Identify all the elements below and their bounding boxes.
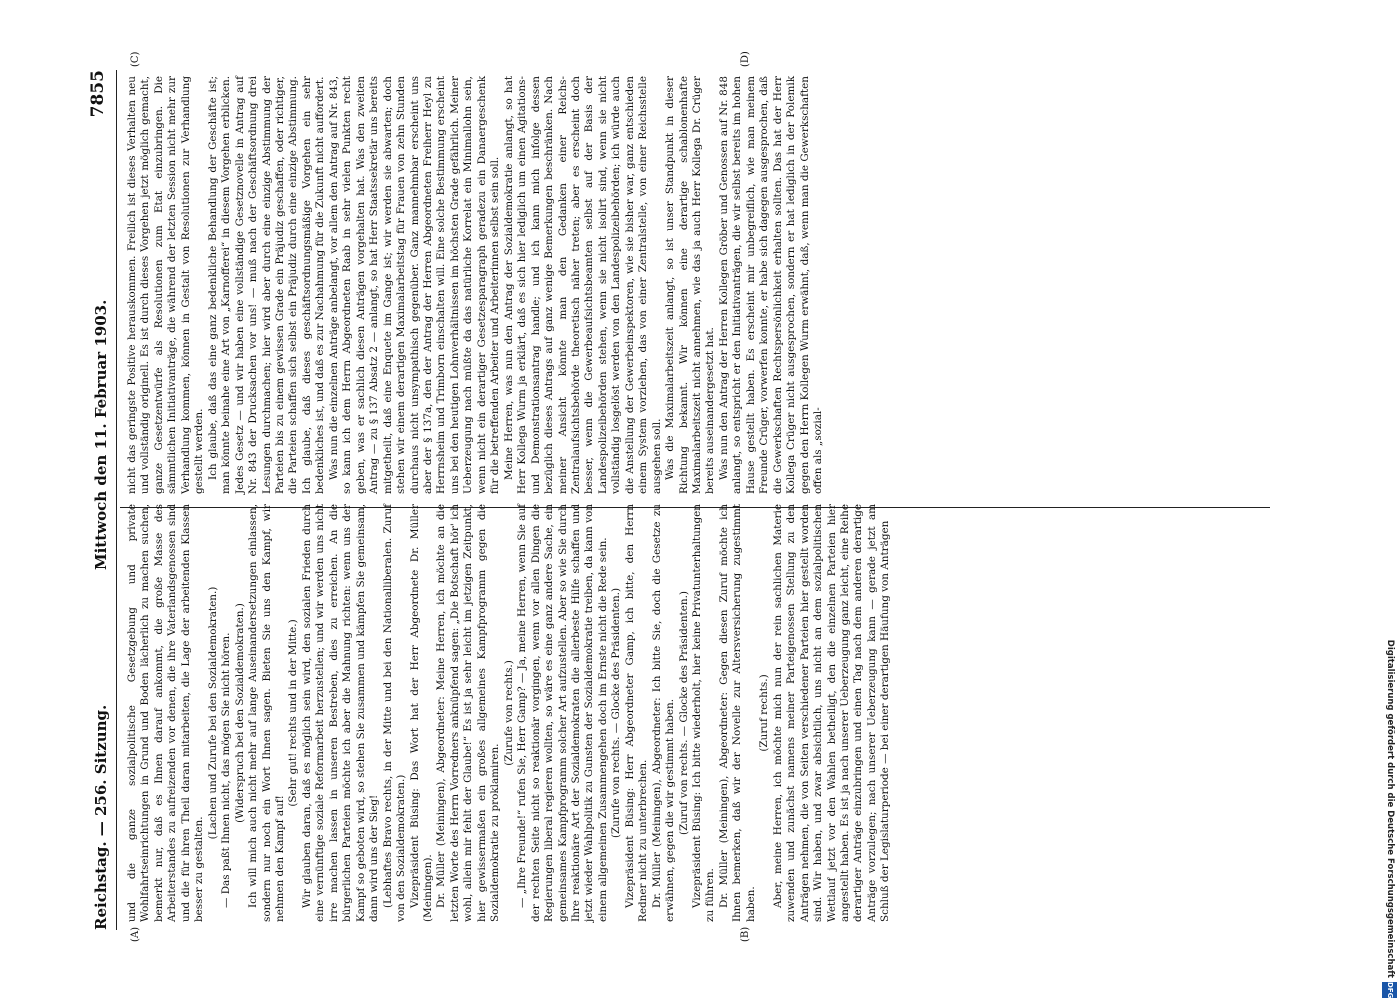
paragraph: — „Ihre Freunde!“ rufen Sie, Herr Gamp? — Ja, meine Herren, wenn Sie auf der rechten Seite nicht so reaktionär vorgingen, wenn vor allen Dingen die Regierungen liberal regieren wollten, so wäre es eine ganz andere Sache, ein gemeinsames Kampfprogramm solcher Art aufzustellen. Aber so wie Sie durch Ihre reaktionäre Art der Sozialdemokraten die allerbeste Hilfe schaffen und jetzt wieder Wahlpolitik zu Gunsten der Sozialdemokratie treiben, da kann von einem allgemeinen Zusammengehen doch im Ernste nicht die Rede sein.	[516, 504, 609, 922]
paragraph: — Das paßt Ihnen nicht, das mögen Sie nicht hören.	[220, 632, 233, 908]
digitization-watermark	[1380, 0, 1397, 1000]
interjection: (Lebhaftes Bravo rechts, in der Mitte und bei den Nationalliberalen. Zuruf von den Sozialdemokraten.)	[381, 504, 408, 922]
paragraph: Was nun die einzelnen Anträge anbelangt, vor allem den Antrag auf Nr. 843, so kann ich dem Herrn Abgeordneten Raab in sehr vielen Punkten recht geben, was er sachlich diesen Anträgen vorgehalten hat. Was den zweiten Antrag — zu § 137 Absatz 2 — anlangt, so hat Herr Staatssekretär uns bereits mitgetheilt, daß eine Enquete im Gange ist; wir werden sie abwarten; doch stehen wir einem derartigen Maximalarbeitstag für Frauen von zehn Stunden durchaus nicht unsympathisch gegenüber. Ganz mannehmbar erscheint uns aber der § 137a, den der Antrag der Herren Abgeordneten Freiherr Heyl zu Herrnsheim und Trimborn einschalten will. Eine solche Bestimmung erscheint uns bei den heutigen Lohnverhältnissen im höchsten Grade gefährlich. Meiner Ueberzeugung nach müßte da das natürliche Korrelat ein Minimallohn sein, wenn nicht ein derartiger Gesetzesparagraph geradezu ein Danaergeschenk für die betreffenden Arbeiter und Arbeiterinnen selbst sein soll.	[327, 76, 502, 494]
speaker-turn: Vizepräsident Büsing: Herr Abgeordneter Gamp, ich bitte, den Herrn Redner nicht zu unterbrechen.	[623, 504, 650, 922]
margin-marker-d: (D)	[740, 51, 751, 67]
speaker-turn: Dr. Müller (Meiningen), Abgeordneter: Gegen diesen Zuruf möchte ich Ihnen bemerken, daß wir der Novelle zur Altersversicherung zugestimmt haben.	[717, 504, 757, 922]
interjection: (Sehr gut! rechts und in der Mitte.)	[287, 619, 300, 807]
paragraph: Wir glauben daran, daß es möglich sein wird, den sozialen Frieden durch eine vernünftige soziale Reformarbeit herzustellen; und wir werden uns nicht irre machen lassen in unseren Bestreben, dies zu erreichen. An die bürgerlichen Parteien möchte ich aber die Mahnung richten: wenn uns der Kampf so geboten wird, so stehen Sie zusammen und kämpfen Sie gemeinsam, dann wird uns der Sieg!	[300, 504, 381, 922]
paragraph: Meine Herren, was nun den Antrag der Sozialdemokratie anlangt, so hat Herr Kollega Wurm ja erklärt, daß es sich hier lediglich um einen Agitations- und Demonstrationsantrag handle; und ich kann mich infolge dessen bezüglich dieses Antrags auf ganz wenige Bemerkungen beschränken. Nach meiner Ansicht könnte man den Gedanken einer Reichs-Zentralaufsichtsbehörde theoretisch näher treten; aber es erscheint doch besser, wenn die Gewerbeaufsichtsbeamten selbst auf der Basis der Landespolizeibehörden stehen, wenn sie nicht isolirt sind, wenn sie nicht vollständig losgelöst werden von den Landespolizeibehörden; ich würde auch die Anstellung der Gewerbeinspektoren, wie sie bisher war, ganz entschieden einem System vorziehen, das von einer Zentralstelle, von einer Reichsstelle ausgehen soll.	[502, 76, 663, 494]
right-column	[126, 76, 826, 494]
header-session: Reichstag. — 256. Sitzung.	[92, 704, 110, 930]
paragraph: Ich glaube, daß das eine ganz bedenkliche Behandlung der Geschäfte ist; man könnte beinahe eine Art von „Karnofferei“ in diesem Vorgehen erblicken. Jedes Gesetz — und wir haben eine vollständige Gesetznovelle in Antrag auf Nr. 843 der Drucksachen vor uns! — muß nach der Geschäftsordnung drei Lesungen durchmachen; hier wird aber durch eine einzige Abstimmung der Parteien bis zu einem gewissen Grade ein Präjudiz geschaffen, oder richtiger, die Parteien schaffen sich selbst ein Präjudiz durch eine einzige Abstimmung. Ich glaube, daß dieses geschäftsordnungsmäßige Vorgehen ein sehr bedenkliches ist, und daß es zur Nachahmung für die Zukunft nicht auffordert.	[206, 76, 327, 494]
paragraph: nicht das geringste Positive herauskommen. Freilich ist dieses Verhalten neu und vollständig originell. Es ist durch dieses Vorgehen jetzt möglich gemacht, ganze Gesetzentwürfe als Resolutionen zum Etat einzubringen. Die sämmtlichen Initiativanträge, die während der letzten Session nicht mehr zur Verhandlung kommen, können in Gestalt von Resolutionen zur Verhandlung gestellt werden.	[126, 76, 206, 494]
margin-marker-a: (A)	[130, 926, 141, 942]
interjection: (Zuruf von rechts. — Glocke des Präsidenten.)	[677, 591, 690, 835]
paragraph: Was die Maximalarbeitszeit anlangt, so ist unser Standpunkt in dieser Richtung bekannt. Wir können eine derartige schablonenhafte Maximalarbeitszeit nicht annehmen, wie das ja auch Herr Kollega Dr. Crüger bereits auseinandergesetzt hat.	[664, 76, 717, 494]
margin-marker-c: (C)	[130, 51, 141, 67]
speaker-turn: Vizepräsident Büsing: Das Wort hat der Herr Abgeordnete Dr. Müller (Meiningen).	[408, 504, 434, 922]
header-rule	[116, 70, 117, 930]
header-date: Mittwoch den 11. Februar 1903.	[92, 299, 110, 570]
speaker-turn: Vizepräsident Büsing: Ich bitte wiederholt, hier keine Privatunterhaltungen zu führen.	[691, 504, 717, 922]
interjection: (Widerspruch bei den Sozialdemokraten.)	[233, 603, 246, 823]
page-header	[88, 70, 116, 930]
interjection: (Lachen und Zurufe bei den Sozialdemokraten.)	[206, 586, 219, 840]
margin-marker-b: (B)	[740, 926, 751, 942]
dfg-logo: DFG	[1382, 982, 1397, 998]
watermark-text: Digitalisierung gefördert durch die Deutsche Forschungsgemeinschaft	[1385, 639, 1395, 978]
page-number: 7855	[88, 70, 108, 118]
interjection: (Zurufe von rechts. — Glocke des Präsidenten.)	[610, 587, 623, 839]
interjection: (Zurufe von rechts.)	[502, 660, 515, 766]
paragraph: und die ganze sozialpolitische Gesetzgebung und private Wohlfahrtseinrichtungen in Grund und Boden lächerlich zu machen suchen, bemerkt nur, daß es Ihnen darauf ankommt, die große Masse des Arbeiterstandes zu aufreizenden vor denen, die ihre Vaterlandsgenossen sind und die für ihren Theil daran mitarbeiten, die Lage der arbeitenden Klassen besser zu gestalten.	[126, 504, 206, 922]
speaker-turn: Dr. Müller (Meiningen), Abgeordneter: Meine Herren, ich möchte an die letzten Worte des Herrn Vorredners anknüpfend sagen: „Die Botschaft hör' ich wohl, allein mir fehlt der Glaube!“ Es ist ja sehr leicht im jetzigen Zeitpunkt, hier gewissermaßen ein großes allgemeines Kampfprogramm gegen die Sozialdemokratie zu proklamiren.	[435, 504, 502, 922]
speaker-turn: Dr. Müller (Meiningen), Abgeordneter: Ich bitte Sie, doch die Gesetze zu erwähnen, gegen die wir gestimmt haben.	[650, 504, 677, 922]
paragraph: Aber, meine Herren, ich möchte mich nun der rein sachlichen Materie zuwenden und zunächst namens meiner Parteigenossen Stellung zu den Anträgen nehmen, die von Seiten verschiedener Parteien hier gestellt worden sind. Wir haben, und zwar absichtlich, uns nicht an dem sozialpolitischen Wettlauf jetzt vor den Wahlen betheiligt, den die einzelnen Parteien hier angestellt haben. Es ist ja nach unserer Ueberzeugung ganz leicht, eine Reihe derartiger Anträge einzubringen und einen Tag nach dem anderen derartige Anträge vorzulegen; nach unserer Ueberzeugung kann — gerade jetzt am Schluß der Legislaturperiode — bei einer derartigen Häufung von Anträgen	[771, 504, 892, 922]
paragraph: Ich will mich auch nicht mehr auf lange Auseinandersetzungen einlassen, sondern nur noch ein Wort Ihnen sagen. Bieten Sie uns den Kampf, wir nehmen den Kampf auf!	[247, 504, 286, 922]
interjection: (Zuruf rechts.)	[758, 674, 771, 752]
paragraph: Was nun den Antrag der Herren Kollegen Gröber und Genossen auf Nr. 848 anlangt, so entspricht er den Initiativanträgen, die wir selbst bereits im hohen Hause gestellt haben. Es erscheint mir unbegreiflich, wie man meinem Freunde Crüger, vorwerfen konnte, er habe sich dagegen ausgesprochen, daß die Gewerkschaften Rechtspersönlichkeit erhalten sollten. Das hat der Herr Kollega Crüger nicht ausgesprochen, sondern er hat lediglich in der Polemik gegen den Herrn Kollegen Wurm erwähnt, daß, wenn man die Gewerkschaften offen als „sozial-	[717, 76, 825, 494]
left-column	[126, 504, 893, 922]
